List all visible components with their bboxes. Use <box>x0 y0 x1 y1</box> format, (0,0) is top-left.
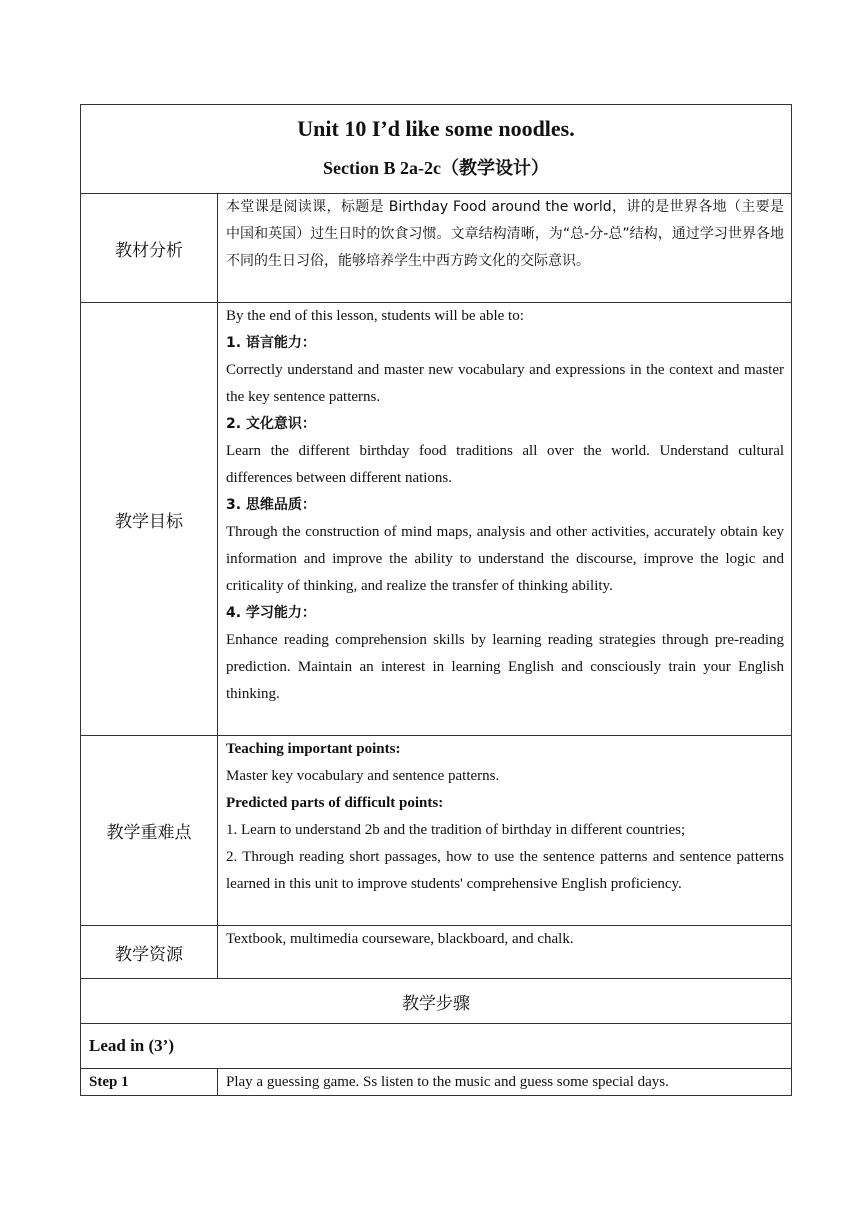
objectives-intro: By the end of this lesson, students will be able to: <box>226 308 524 324</box>
objectives-label: 教学目标 <box>81 303 218 736</box>
lead-in-row <box>81 1024 792 1069</box>
steps-heading: 教学步骤 <box>81 979 792 1024</box>
objectives-content <box>218 303 792 736</box>
resources-content <box>218 926 792 979</box>
analysis-text: 本堂课是阅读课，标题是 Birthday Food around the world，讲的是世界各地（主要是中国和英国）过生日时的饮食习惯。文章结构清晰，为“总-分-总”结构，通过学习世界各地不同的生日习俗，能够培养学生中西方跨文化的交际意识。 <box>226 199 785 269</box>
analysis-label: 教材分析 <box>81 194 218 303</box>
step-1-row <box>81 1069 792 1096</box>
analysis-row <box>81 194 792 303</box>
objective-heading-1: 1. 语言能力： <box>226 335 316 351</box>
objective-heading-3: 3. 思维品质： <box>226 497 316 513</box>
lead-in-heading: Lead in (3’) <box>81 1024 792 1069</box>
objective-heading-4: 4. 学习能力： <box>226 605 316 621</box>
resources-row <box>81 926 792 979</box>
resources-text: Textbook, multimedia courseware, blackboard, and chalk. <box>226 931 574 947</box>
step-1-label: Step 1 <box>81 1069 218 1096</box>
resources-label: 教学资源 <box>81 926 218 979</box>
objective-text-2: Learn the different birthday food traditions all over the world. Understand cultural differences between different nations. <box>226 443 785 486</box>
important-text: Master key vocabulary and sentence patterns. <box>226 768 500 784</box>
difficult-heading: Predicted parts of difficult points: <box>226 795 444 811</box>
document-title: Unit 10 I’d like some noodles. <box>297 116 575 141</box>
objective-text-4: Enhance reading comprehension skills by learning reading strategies through pre-reading prediction. Maintain an interest in learning English and consciously train your English thinking. <box>226 632 785 702</box>
title-row <box>81 105 792 194</box>
difficult-point-2: 2. Through reading short passages, how to use the sentence patterns and sentence patterns learned in this unit to improve students' comprehensive English proficiency. <box>226 849 785 892</box>
document-subtitle: Section B 2a-2c（教学设计） <box>323 158 549 178</box>
step-1-text: Play a guessing game. Ss listen to the music and guess some special days. <box>218 1069 792 1096</box>
objective-text-1: Correctly understand and master new vocabulary and expressions in the context and master the key sentence patterns. <box>226 362 785 405</box>
objective-text-3: Through the construction of mind maps, analysis and other activities, accurately obtain key information and improve the ability to understand the discourse, improve the logic and criticality of thinking, and realize the transfer of thinking ability. <box>226 524 785 594</box>
difficult-point-1: 1. Learn to understand 2b and the tradition of birthday in different countries; <box>226 822 686 838</box>
lesson-plan-table <box>80 104 792 1096</box>
objective-heading-2: 2. 文化意识： <box>226 416 316 432</box>
key-points-label: 教学重难点 <box>81 736 218 926</box>
title-cell <box>81 105 792 194</box>
key-points-content <box>218 736 792 926</box>
key-points-row <box>81 736 792 926</box>
objectives-row <box>81 303 792 736</box>
steps-heading-row <box>81 979 792 1024</box>
analysis-content <box>218 194 792 303</box>
important-heading: Teaching important points: <box>226 741 401 757</box>
